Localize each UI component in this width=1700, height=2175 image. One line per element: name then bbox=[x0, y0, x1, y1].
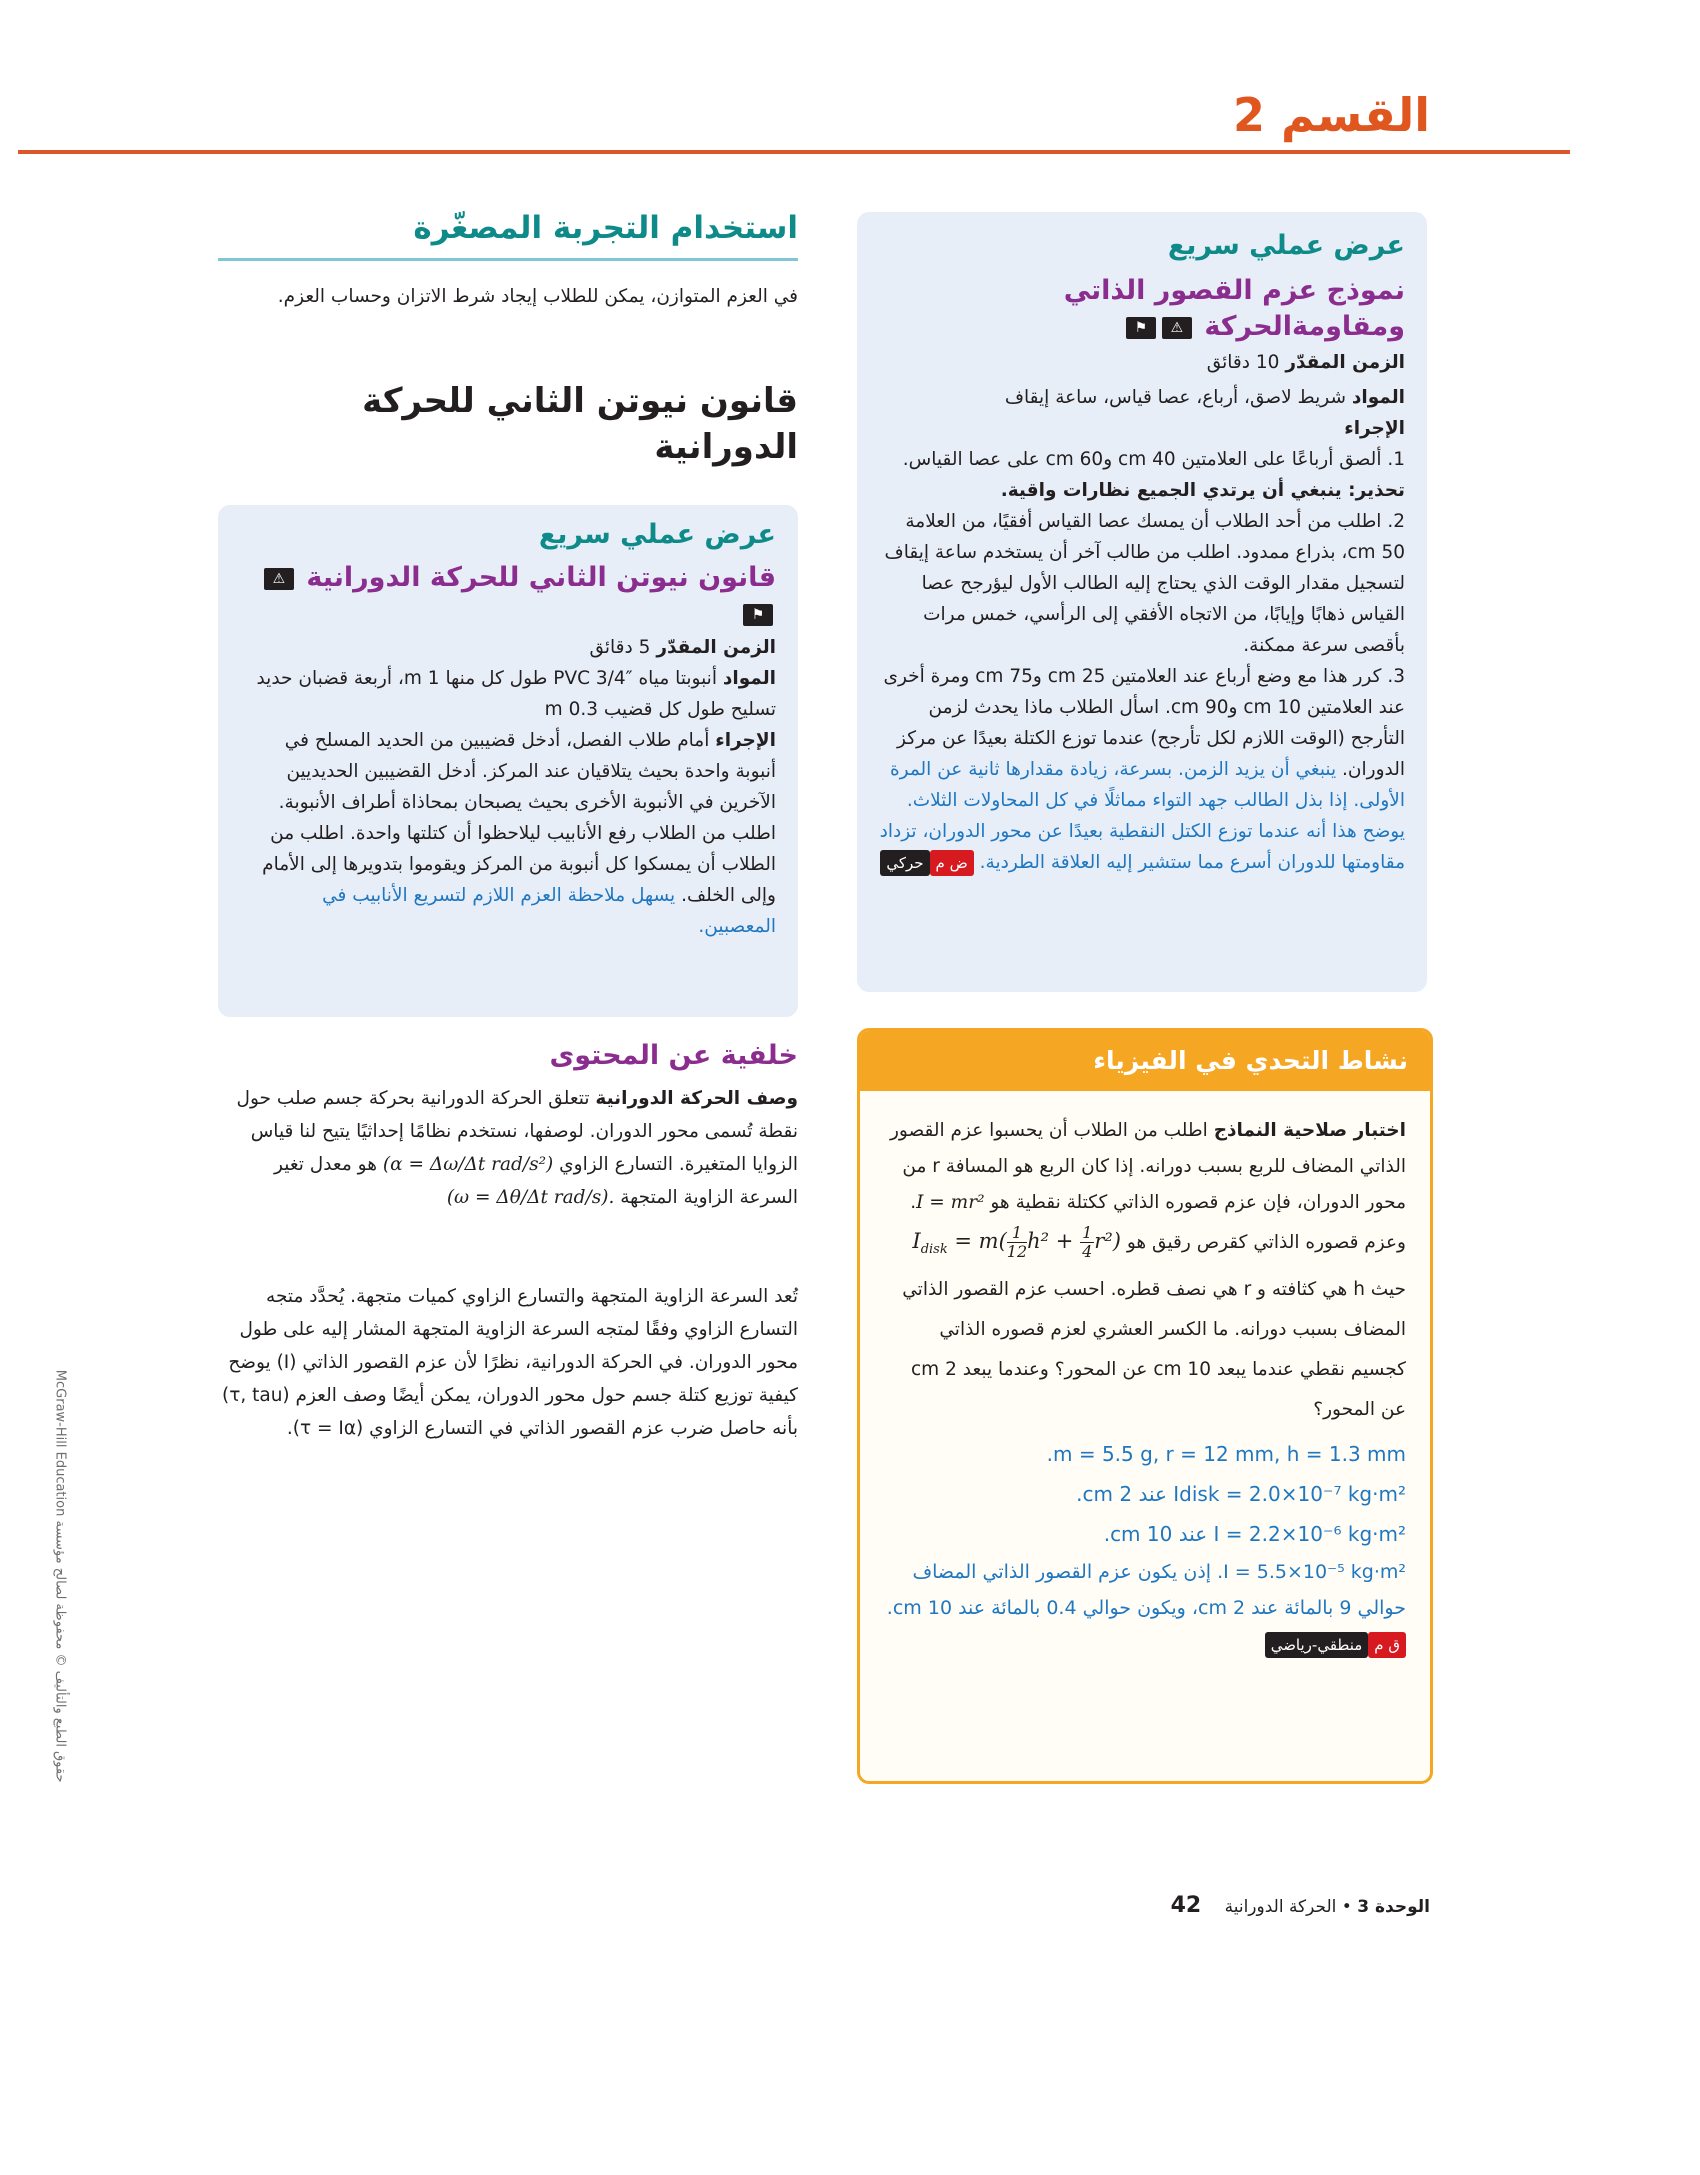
challenge-disk: وعزم قصوره الذاتي كقرص رقيق هو $I_{disk} = m$( $\frac{1}{12}$ h² + $\frac{1}{4}$ r²) حيث h هي كثافته و r هي نصف قطره. احسب عزم القصور الذاتي المضاف بسبب دورانه. ما الكسر العشري لعزم قصوره الذاتي كجسيم نقطي عندما يبعد 10 cm عن المحور؟ وعندما يبعد 2 cm عن المحور؟ bbox=[902, 1223, 1406, 1421]
materials: المواد شريط لاصق، أرباع، عصا قياس، ساعة إيقاف bbox=[1004, 387, 1405, 408]
physics-challenge-box bbox=[857, 1028, 1433, 1784]
challenge-intro: اختبار صلاحية النماذج اطلب من الطلاب أن يحسبوا عزم القصور الذاتي المضاف للربع بسبب دورانه. إذا كان الربع هو المسافة r من محور الدوران، فإن عزم قصوره الذاتي ككتلة نقطية هو I = mr². bbox=[889, 1120, 1406, 1213]
copyright-notice: حقوق الطبع والتأليف © محفوظة لصالح مؤسسة McGraw-Hill Education bbox=[52, 1369, 68, 1783]
quick-demo-box-2 bbox=[218, 505, 798, 1017]
clothing-protection-icon: ⚑ bbox=[1126, 317, 1156, 339]
materials: المواد أنبوبتا مياه PVC 3/4″ طول كل منها 1 m، أربعة قضبان حديد تسليح طول كل قضيب 0.3 m bbox=[256, 668, 776, 720]
procedure: الإجراء أمام طلاب الفصل، أدخل قضيبين من الحديد المسلح في أنبوبة واحدة بحيث يتلاقيان عند المركز. أدخل القضيبين الحديديين الآخرين في الأنبوبة الأخرى بحيث يصبحان بمحاذاة أطراف الأنبوبة. اطلب من الطلاب رفع الأنابيب ليلاحظوا أن كتلتها واحدة. اطلب من الطلاب أن يمسكوا كل أنبوبة من المركز ويقوموا بتدويرها إلى الأمام وإلى الخلف. يسهل ملاحظة العزم اللازم لتسريع الأنابيب في المعصبين. bbox=[262, 730, 776, 937]
procedure-step-1: 1. ألصق أرباعًا على العلامتين 40 cm و60 cm على عصا القياس. تحذير: ينبغي أن يرتدي الجميع نظارات واقية. bbox=[902, 449, 1405, 501]
learning-style-label: منطقي-رياضي bbox=[1265, 1632, 1369, 1658]
unit-title: • الحركة الدورانية bbox=[1224, 1897, 1352, 1917]
clothing-protection-icon: ⚑ bbox=[743, 604, 773, 626]
content-background-text: وصف الحركة الدورانية تتعلق الحركة الدورانية بحركة جسم صلب حول نقطة تُسمى محور الدوران. لوصفها، نستخدم نظامًا إحداثيًا يتيح لنا قياس الزوايا المتغيرة. التسارع الزاوي (α = Δω/Δt rad/s²) هو معدل تغير السرعة الزاوية المتجهة (ω = Δθ/Δt rad/s). bbox=[236, 1088, 798, 1208]
page-number: 42 bbox=[1170, 1893, 1202, 1918]
estimated-time: الزمن المقدّر 5 دقائق bbox=[589, 637, 776, 658]
procedure-step-3: 3. كرر هذا مع وضع أرباع عند العلامتين 25 cm و75 cm ومرة أخرى عند العلامتين 10 cm و90 cm. اسأل الطلاب ماذا يحدث لزمن التأرجح (الوقت اللازم لكل تأرجح) عندما توزع الكتلة بعيدًا عن مركز الدوران. ينبغي أن يزيد الزمن. بسرعة، زيادة مقدارها ثانية عن المرة الأولى. إذا بذل الطالب جهد التواء مماثلًا في كل المحاولات الثلاث. يوضح هذا أنه عندما توزع الكتل النقطية بعيدًا عن محور الدوران، تزداد مقاومتها للدوران أسرع مما ستشير إليه العلاقة الطردية. ض محركي bbox=[879, 661, 1405, 878]
quick-demo-box bbox=[857, 212, 1427, 992]
mini-lab-text: في العزم المتوازن، يمكن للطلاب إيجاد شرط الاتزان وحساب العزم. bbox=[277, 286, 798, 307]
page-footer bbox=[1100, 1893, 1430, 1918]
newton-second-law-heading: قانون نيوتن الثاني للحركة الدورانية bbox=[362, 381, 798, 467]
procedure-label: الإجراء bbox=[1344, 418, 1405, 439]
disk-formula: $I_{disk} = m$( $\frac{1}{12}$ h² + $\frac{1}{4}$ r²) bbox=[912, 1223, 1121, 1261]
procedure-step-2: 2. اطلب من أحد الطلاب أن يمسك عصا القياس أفقيًا، من العلامة 50 cm، بذراع ممدود. اطلب من طالب آخر أن يستخدم ساعة إيقاف لتسجيل مقدار الوقت الذي يحتاج إليه الطالب الأول ليؤرجح عصا القياس ذهابًا وإيابًا، من الاتجاه الأفقي إلى الرأسي، خمس مرات بأقصى سرعة ممكنة. bbox=[884, 511, 1405, 656]
quick-demo-label: عرض عملي سريع bbox=[1167, 230, 1405, 261]
header-divider bbox=[18, 150, 1570, 154]
learning-style-badge: ق م bbox=[1368, 1632, 1406, 1658]
challenge-header: نشاط التحدي في الفيزياء bbox=[860, 1031, 1430, 1091]
content-background-title: خلفية عن المحتوى bbox=[549, 1040, 798, 1071]
quick-demo-title: قانون نيوتن الثاني للحركة الدورانية ⚠⚑ bbox=[240, 560, 776, 632]
learning-style-badge: ض م bbox=[930, 850, 974, 876]
quick-demo-label: عرض عملي سريع bbox=[538, 519, 776, 550]
learning-style-label: حركي bbox=[880, 850, 929, 876]
section-title: القسم 2 bbox=[1232, 88, 1430, 142]
quick-demo-title: نموذج عزم القصور الذاتي ومقاومةالحركة ⚠⚑ bbox=[1063, 275, 1405, 342]
estimated-time: الزمن المقدّر 10 دقائق bbox=[1206, 352, 1405, 373]
mini-lab-divider bbox=[218, 258, 798, 261]
challenge-answer-3: I = 2.2×10⁻⁶ kg·m² عند 10 cm. bbox=[1103, 1522, 1406, 1547]
content-background-text-2: تُعد السرعة الزاوية المتجهة والتسارع الزاوي كميات متجهة. يُحدَّد متجه التسارع الزاوي وفقًا لمتجه السرعة الزاوية المتجهة المشار إليه على طول محور الدوران. في الحركة الدورانية، نظرًا لأن عزم القصور الذاتي (I) يوضح كيفية توزيع كتلة جسم حول محور الدوران، يمكن أيضًا وصف العزم (τ, tau) بأنه حاصل ضرب عزم القصور الذاتي في التسارع الزاوي (τ = Iα). bbox=[221, 1286, 798, 1439]
challenge-answer-1: m = 5.5 g, r = 12 mm, h = 1.3 mm. bbox=[1046, 1442, 1406, 1467]
eye-protection-icon: ⚠ bbox=[264, 568, 294, 590]
mini-lab-title: استخدام التجربة المصغّرة bbox=[413, 210, 798, 246]
unit-label: الوحدة 3 bbox=[1357, 1897, 1430, 1917]
challenge-answer-2: Idisk = 2.0×10⁻⁷ kg·m² عند 2 cm. bbox=[1076, 1482, 1406, 1507]
eye-protection-icon: ⚠ bbox=[1162, 317, 1192, 339]
challenge-answer-4: I = 5.5×10⁻⁵ kg·m². إذن يكون عزم القصور الذاتي المضاف حوالي 9 بالمائة عند 2 cm، ويكون حوالي 0.4 بالمائة عند 10 cm. ق ممنطقي-رياضي bbox=[884, 1554, 1406, 1662]
